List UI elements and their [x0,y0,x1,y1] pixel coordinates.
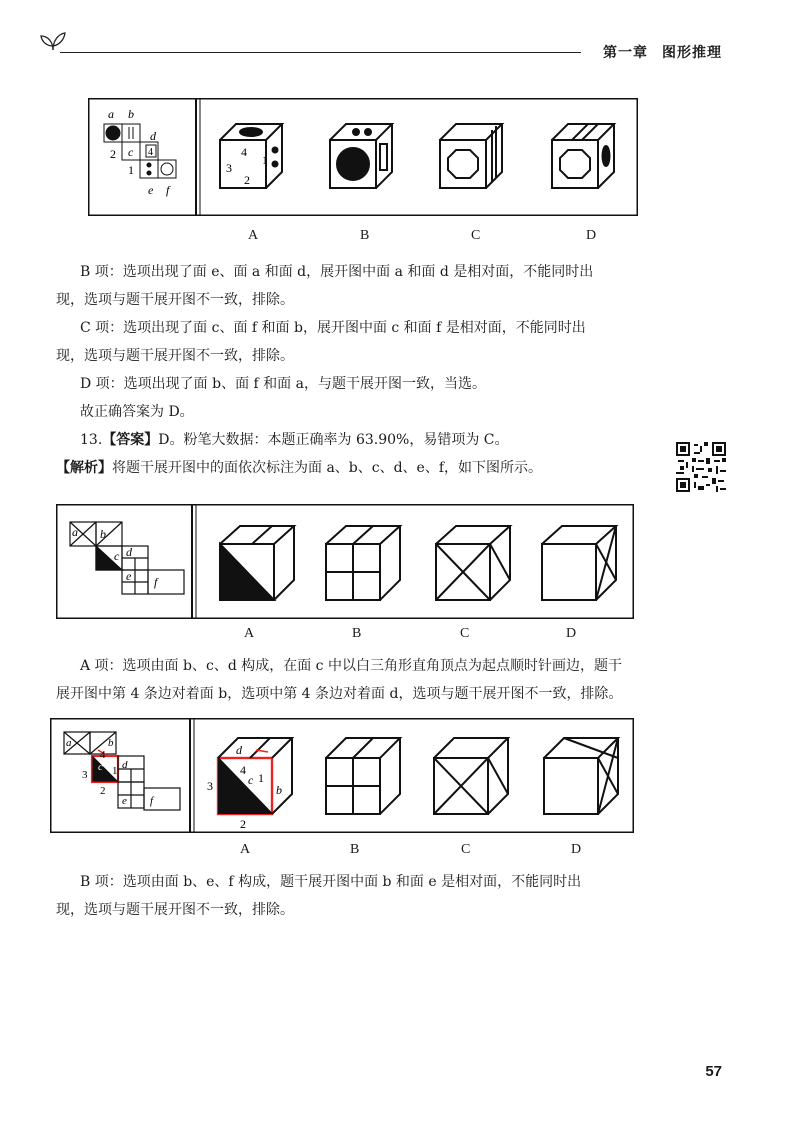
net-label-f: f [166,183,170,197]
cube3-label-3: 3 [207,779,213,793]
net-label-a: a [108,107,114,121]
section-title: 图形推理 [662,45,722,61]
cube-option-d-3 [544,738,618,814]
option-label-b-2: B [352,626,362,641]
filled-circle-face [106,126,120,140]
line-a-option: A 项：选项由面 b、c、d 构成，在面 c 中以白三角形直角顶点为起点顺时针画边，题干 [80,658,622,674]
cube3-label-d: d [236,743,242,757]
cube-option-c-3 [434,738,508,814]
option-label-c-2: C [460,626,470,641]
cube-option-b-2 [326,526,400,600]
line-b-option-2: B 项：选项由面 b、e、f 构成，题干展开图中面 b 和面 e 是相对面，不能同时出 [80,874,582,890]
net-label-d: d [150,129,156,143]
net3-label-d: d [122,759,128,771]
answer-label: 【答案】 [102,432,159,448]
net3-label-a: a [66,737,72,749]
cube-option-d-2 [542,526,616,600]
line-answer-conclusion: 故正确答案为 D。 [80,404,194,420]
cube-a-label-4: 4 [241,145,247,159]
net2-label-c: c [114,549,120,563]
option-label-a-3: A [240,842,251,857]
net-label-c: c [128,145,134,159]
leaf-icon [38,28,68,54]
cube-a-label-2: 2 [244,173,250,187]
net3-label-2: 2 [100,785,106,797]
option-label-a-1: A [248,228,259,243]
cube-option-a-1 [220,124,282,188]
question-number: 13. [80,432,103,448]
cube-a-label-3: 3 [226,161,232,175]
explanation-block-2 [56,652,656,708]
figure-3 [50,718,634,833]
cube-option-b-3 [326,738,400,814]
net3-label-3: 3 [82,769,88,781]
net-label-b: b [128,107,134,121]
chapter-title: 第一章 [603,45,648,61]
net3-label-b: b [108,737,114,749]
cube-option-a-3 [218,738,292,814]
net3-label-e: e [122,795,127,807]
analysis-text: 将题干展开图中的面依次标注为面 a、b、c、d、e、f，如下图所示。 [112,460,543,476]
net3-label-c: c [98,761,103,773]
line-b-option-cont: 现，选项与题干展开图不一致，排除。 [56,292,294,308]
running-header [581,42,730,62]
net3-label-f: f [150,795,154,807]
net2-label-b: b [100,527,106,541]
net-label-2: 2 [110,147,116,161]
answer-13 [56,426,646,454]
cube-option-d-1 [552,124,614,188]
option-label-d-3: D [571,842,582,857]
answer-text: D。粉笔大数据：本题正确率为 63.90%，易错项为 C。 [158,432,509,448]
net2-label-d: d [126,545,132,559]
cube3-label-1: 1 [258,771,264,785]
option-label-c-3: C [461,842,471,857]
cube3-label-4: 4 [240,763,246,777]
line-c-option: C 项：选项出现了面 c、面 f 和面 b，展开图中面 c 和面 f 是相对面，不能同时出 [80,320,586,336]
cube3-label-b: b [276,783,282,797]
cube3-label-2: 2 [240,817,246,831]
net2-label-f: f [154,575,158,589]
line-a-option-cont: 展开图中第 4 条边对着面 b，选项中第 4 条边对着面 d，选项与题干展开图不一致，排除。 [56,686,623,702]
cube-option-c-2 [436,526,510,600]
cube-option-c-1 [440,124,502,188]
option-label-d-1: D [586,228,597,243]
line-b-option: B 项：选项出现了面 e、面 a 和面 d，展开图中面 a 和面 d 是相对面，不能同时出 [80,264,594,280]
net2-label-e: e [126,569,132,583]
option-label-b-3: B [350,842,360,857]
page-number: 57 [705,1063,722,1080]
net-label-4: 4 [148,147,153,158]
analysis-label: 【解析】 [56,460,112,476]
line-b-option-2-cont: 现，选项与题干展开图不一致，排除。 [56,902,294,918]
net2-label-a: a [72,525,78,539]
explanation-block-3 [56,868,646,924]
net-label-1: 1 [128,163,134,177]
analysis-13 [56,454,646,482]
cube-option-a-2 [220,526,294,600]
option-label-d-2: D [566,626,577,641]
net-label-e: e [148,183,154,197]
cube3-label-c: c [248,773,254,787]
explanation-block-1 [56,258,646,482]
net3-label-1: 1 [112,765,118,777]
cube-a-label-1: 1 [262,153,268,167]
line-d-option: D 项：选项出现了面 b、面 f 和面 a，与题干展开图一致，当选。 [80,376,486,392]
line-c-option-cont: 现，选项与题干展开图不一致，排除。 [56,348,294,364]
figure-2 [56,504,634,619]
option-label-a-2: A [244,626,255,641]
figure-1 [88,98,638,216]
net3-label-4: 4 [100,749,106,761]
cube-option-b-1 [330,124,392,188]
option-label-c-1: C [471,228,481,243]
qr-code [676,442,726,492]
option-label-b-1: B [360,228,370,243]
